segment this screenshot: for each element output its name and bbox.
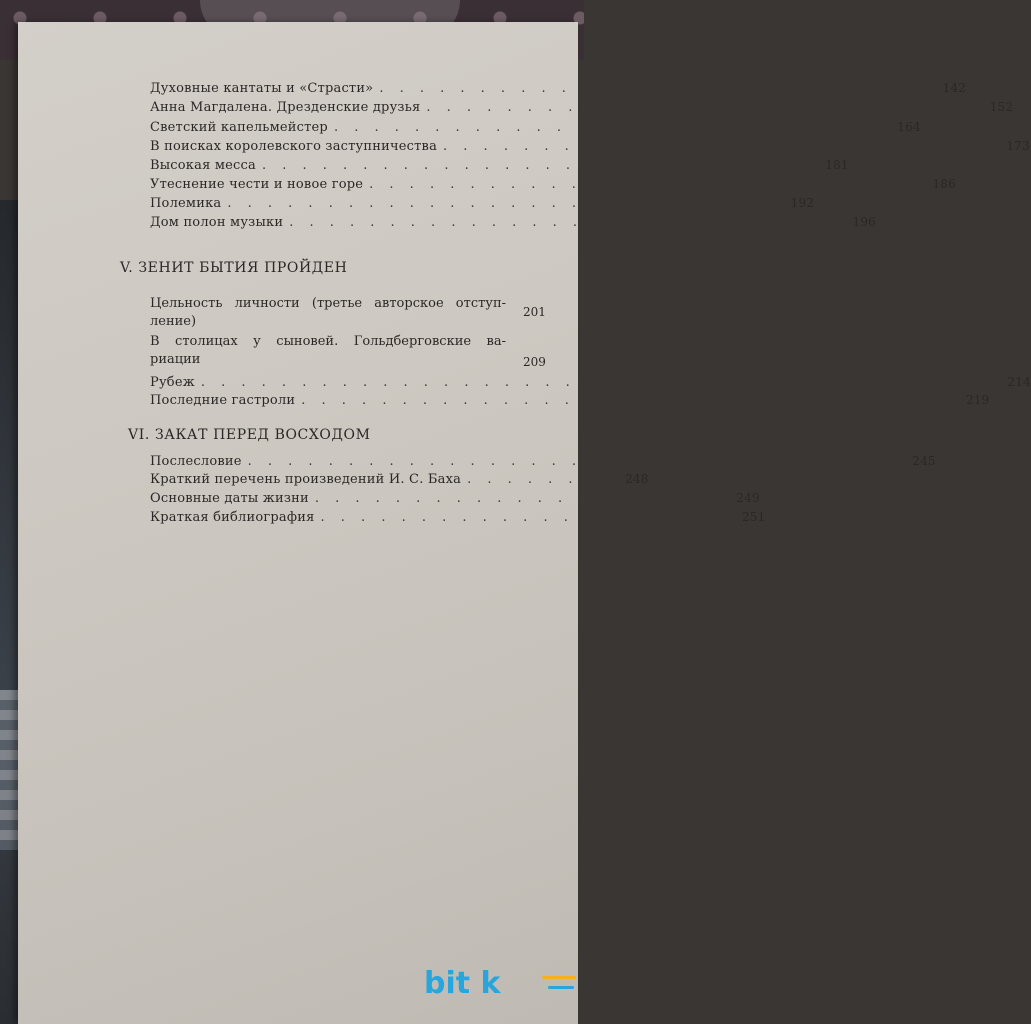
toc-entry-page: 142 xyxy=(942,81,967,95)
toc-entry-title: Послесловие xyxy=(150,454,242,469)
toc-entry-page: 201 xyxy=(523,305,546,319)
toc-entry-page: 219 xyxy=(965,393,990,407)
toc-entry-title: В поисках королевского заступничества xyxy=(150,139,438,154)
section-heading: VI. ЗАКАТ ПЕРЕД ВОСХОДОМ xyxy=(128,427,371,443)
toc-entry-multiline xyxy=(150,333,506,369)
toc-entry xyxy=(150,156,849,175)
toc-entry xyxy=(150,508,766,527)
toc-leader: . . . . . . . . . . . . . . . . . . . . . . . . . . . . . . . . . xyxy=(301,393,960,408)
toc-entry-page: 196 xyxy=(852,215,876,229)
toc-entry-title: Утеснение чести и новое горе xyxy=(150,177,364,192)
toc-leader: . . . . . . . . . . . . . . . . . . . . . . . . . . . . xyxy=(426,100,984,115)
toc-entry-page: 209 xyxy=(523,355,546,369)
toc-leader: . . . . . . . . . . . . . . . . . . . . . . . . . . . . xyxy=(261,158,820,173)
toc-entry xyxy=(150,489,760,508)
toc-entry xyxy=(150,470,649,489)
watermark-text: bit k xyxy=(424,966,501,1001)
toc-entry-page: 181 xyxy=(825,158,849,172)
toc-entry xyxy=(150,175,956,194)
logo-dash xyxy=(548,986,574,989)
toc-entry-page: 192 xyxy=(790,196,815,210)
toc-entry-title: Дом полон музыки xyxy=(150,215,284,230)
toc-entry-page: 186 xyxy=(932,177,956,191)
book-page xyxy=(18,22,1031,1024)
toc-entry-page: 214 xyxy=(1007,375,1031,389)
toc-entry xyxy=(150,194,815,213)
toc-entry xyxy=(150,79,967,98)
watermark-logo xyxy=(424,966,574,1016)
toc-entry xyxy=(150,391,990,410)
toc-entry-multiline xyxy=(150,295,506,331)
toc-leader: . . . . . . . . . . . . . . . . . . . . . . . . . . . . xyxy=(289,215,847,230)
toc-leader: . . . . . . . . . . . . . . . . . . . . . xyxy=(314,491,731,506)
toc-leader: . . . . . . . . . . . . . . . . . . . . . . . . . . . . xyxy=(369,177,927,192)
toc-leader: . . . . . . . . . . . . . . . . . . . . . . . . . . . . xyxy=(333,120,892,135)
toc-entry xyxy=(150,213,876,232)
toc-leader: . . . . . . . . . . . . . . . . . . . . . . . . . . . . . . . . . . . . . . . . xyxy=(200,375,1002,390)
logo-dash xyxy=(542,976,576,979)
toc-entry-page: 164 xyxy=(897,120,921,134)
toc-entry xyxy=(150,118,921,137)
toc-leader: . . . . . . . . . . . . . . . . . . . . . . . . . . . . xyxy=(227,196,785,211)
toc-entry-title-line1: В столицах у сыновей. Гольдберговские ва- xyxy=(150,334,506,349)
toc-leader: . . . . . . . . . . . . . . . . . . . . . . . . . . . . xyxy=(443,139,1001,154)
toc-entry-title: Последние гастроли xyxy=(150,393,296,408)
toc-entry xyxy=(150,373,1031,392)
toc-entry-title-line1: Цельность личности (третье авторское отступ- xyxy=(150,296,506,311)
toc-entry-page: 152 xyxy=(989,100,1014,114)
toc-entry-page: 248 xyxy=(625,472,649,486)
toc-leader: . . . . . . . . . . . . . . . . . . . . . . . . . . . . xyxy=(379,81,937,96)
toc-entry-page: 251 xyxy=(741,510,766,524)
toc-entry-title: Рубеж xyxy=(150,375,195,390)
toc-entry-page: 245 xyxy=(912,454,936,468)
toc-entry-page: 173 xyxy=(1006,139,1030,153)
toc-entry-title: Краткая библиография xyxy=(150,510,315,525)
toc-entry-title: Основные даты жизни xyxy=(150,491,309,506)
toc-leader: . . . . . . . . . . . . . . . . . . . . . . . . . . . . . . . . . xyxy=(247,454,907,469)
toc-entry xyxy=(150,137,1030,156)
toc-entry-title: Анна Магдалена. Дрезденские друзья xyxy=(150,100,421,115)
table-of-contents xyxy=(18,22,1031,622)
section-heading: V. ЗЕНИТ БЫТИЯ ПРОЙДЕН xyxy=(120,260,348,276)
toc-entry-page: 249 xyxy=(736,491,760,505)
toc-entry xyxy=(150,452,936,471)
toc-entry-title: Высокая месса xyxy=(150,158,256,173)
toc-entry xyxy=(150,98,1014,117)
toc-entry-title: Краткий перечень произведений И. С. Баха xyxy=(150,472,462,487)
toc-entry-title: Светский капельмейстер xyxy=(150,120,328,135)
toc-entry-title-line2: ление) xyxy=(150,314,197,329)
toc-entry-title: Полемика xyxy=(150,196,222,211)
background-left-pattern xyxy=(0,690,18,850)
toc-leader: . . . . . . . . xyxy=(467,472,620,487)
toc-entry-title-line2: риации xyxy=(150,352,201,367)
toc-leader: . . . . . . . . . . . . . . . . . . . . . xyxy=(320,510,736,525)
toc-entry-title: Духовные кантаты и «Страсти» xyxy=(150,81,374,96)
